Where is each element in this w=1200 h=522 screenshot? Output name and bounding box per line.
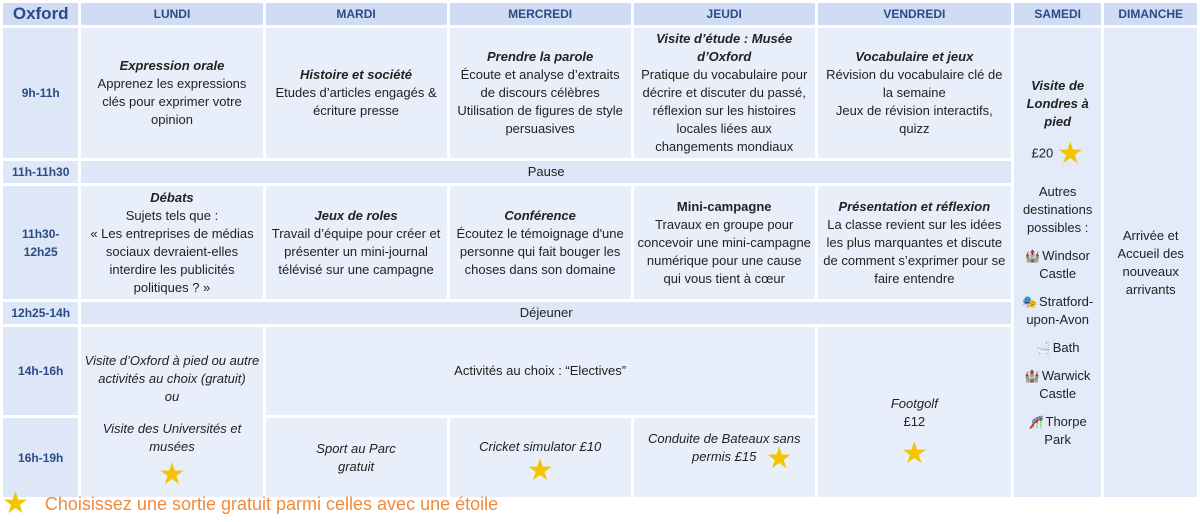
activity-vendredi-afternoon <box>818 327 1011 497</box>
other-destinations-label: Autres destinations possibles : <box>1022 183 1093 235</box>
row-9h-11h <box>3 28 1197 158</box>
activity-title: Présentation et réflexion <box>838 198 991 214</box>
destination-name: Bath <box>1052 339 1080 355</box>
star-icon: ★ <box>900 437 928 470</box>
activity-description: Travaux en groupe pour concevoir une mini-campagne numérique pour une cause qui vous tient à cœur <box>637 216 811 286</box>
legend <box>2 489 498 519</box>
activity-option-2: Visite des Universités et musées <box>102 421 242 454</box>
destination-name: Stratford-upon-Avon <box>1026 293 1094 327</box>
samedi-title: Visite de Londres à pied <box>1026 77 1089 129</box>
activity-title: Histoire et société <box>300 67 413 82</box>
activity-description: Pratique du vocabulaire pour décrire et discuter du passé, réflexion sur les histoires locales liées aux changements mondiaux <box>641 67 808 154</box>
electives-band <box>266 327 815 415</box>
day-header-mercredi: MERCREDI <box>450 3 631 25</box>
roller-coaster-icon: 🎢 <box>1028 414 1044 429</box>
activity-title: Footgolf <box>890 396 938 411</box>
legend-text: Choisissez une sortie gratuit parmi celles avec une étoile <box>44 493 499 514</box>
pause-band: Pause <box>81 161 1010 183</box>
activity-jeudi-morning <box>634 28 815 158</box>
star-icon: ★ <box>2 487 29 520</box>
city-label: Oxford <box>3 3 78 25</box>
activity-description: Travail d’équipe pour créer et présenter un mini-journal télévisé sur une campagne <box>271 225 441 277</box>
activity-description: Écoutez le témoignage d'une personne qui fait bouger les choses dans son domaine <box>456 225 624 277</box>
time-slot: 14h-16h <box>3 327 78 415</box>
activity-description-2: Jeux de révision interactifs, quizz <box>835 103 993 136</box>
activity-description: Révision du vocabulaire clé de la semaine <box>826 67 1003 100</box>
activity-title: Prendre la parole <box>487 49 594 64</box>
destination-windsor <box>1017 247 1099 283</box>
activity-description: Écoute et analyse d’extraits de discours célèbres <box>460 67 620 100</box>
time-slot: 9h-11h <box>3 28 78 158</box>
bathtub-icon: 🛁 <box>1035 340 1051 355</box>
time-slot: 11h-11h30 <box>3 161 78 183</box>
time-slot: 12h25-14h <box>3 302 78 324</box>
activity-mardi-late-morning <box>266 186 447 299</box>
activity-title: Jeux de roles <box>314 207 398 223</box>
dimanche-column <box>1104 28 1197 497</box>
samedi-price: £20 <box>1031 144 1054 160</box>
destination-thorpe-park <box>1017 413 1099 449</box>
star-icon: ★ <box>158 458 186 491</box>
activity-lundi-afternoon <box>81 327 262 497</box>
activity-option-1: Visite d’Oxford à pied ou autre activités au choix (gratuit) <box>84 353 260 386</box>
day-header-jeudi: JEUDI <box>634 3 815 25</box>
activity-title: Mini-campagne <box>676 198 772 214</box>
destination-name: Windsor Castle <box>1039 247 1090 281</box>
samedi-price-line <box>1017 136 1099 170</box>
header-row <box>3 3 1197 25</box>
destination-name: Warwick Castle <box>1039 367 1091 401</box>
activity-label: Cricket simulator £10 <box>479 438 602 454</box>
activity-title: Expression orale <box>119 58 225 73</box>
castle-icon: 🏰 <box>1025 248 1041 263</box>
activity-description: Apprenez les expressions clés pour exprimer votre opinion <box>97 76 247 127</box>
day-header-samedi: SAMEDI <box>1014 3 1102 25</box>
activity-or: ou <box>164 389 180 404</box>
samedi-column <box>1014 28 1102 497</box>
activity-title: Conférence <box>504 207 576 223</box>
time-slot: 16h-19h <box>3 418 78 497</box>
activity-mercredi-late-morning <box>450 186 631 299</box>
theater-masks-icon: 🎭 <box>1022 294 1038 309</box>
activity-mercredi-evening <box>450 418 631 497</box>
activity-label: Conduite de Bateaux sans permis £15 <box>647 431 801 464</box>
day-header-mardi: MARDI <box>266 3 447 25</box>
castle-icon: 🏰 <box>1024 368 1040 383</box>
activity-description: La classe revient sur les idées les plus marquantes et discute de comment s’exprimer pour se faire entendre <box>823 216 1006 286</box>
activity-label: Sport au Parc gratuit <box>316 440 396 474</box>
activity-description: Etudes d’articles engagés & écriture presse <box>275 85 437 118</box>
destination-bath <box>1017 339 1099 357</box>
activity-jeudi-evening <box>634 418 815 497</box>
activity-price: £12 <box>903 414 926 429</box>
activity-mercredi-morning <box>450 28 631 158</box>
activity-lundi-late-morning <box>81 186 262 299</box>
activity-title: Vocabulaire et jeux <box>855 49 974 64</box>
activity-description-2: Utilisation de figures de style persuasives <box>457 103 623 136</box>
activity-vendredi-late-morning <box>818 186 1011 299</box>
activity-jeudi-late-morning <box>634 186 815 299</box>
electives-label: Activités au choix : “Electives” <box>454 363 627 378</box>
star-icon: ★ <box>526 453 554 487</box>
day-header-vendredi: VENDREDI <box>818 3 1011 25</box>
destination-stratford <box>1017 293 1099 329</box>
activity-vendredi-morning <box>818 28 1011 158</box>
destination-warwick <box>1017 367 1099 403</box>
activity-description: Sujets tels que : <box>125 207 219 223</box>
star-icon: ★ <box>765 442 793 475</box>
lunch-band: Déjeuner <box>81 302 1010 324</box>
activity-title: Visite d’étude : Musée d’Oxford <box>656 31 793 64</box>
activity-mardi-evening <box>266 418 447 497</box>
day-header-lundi: LUNDI <box>81 3 262 25</box>
activity-title: Débats <box>150 189 194 205</box>
day-header-dimanche: DIMANCHE <box>1104 3 1197 25</box>
activity-lundi-morning <box>81 28 262 158</box>
activity-mardi-morning <box>266 28 447 158</box>
destination-name: Thorpe Park <box>1044 413 1087 447</box>
star-icon: ★ <box>1056 136 1084 170</box>
dimanche-text: Arrivée et Accueil des nouveaux arrivants <box>1117 227 1184 297</box>
time-slot: 11h30-12h25 <box>3 186 78 299</box>
activity-description-2: « Les entreprises de médias sociaux devraient-elles interdire les publicités politiques ? » <box>90 225 254 295</box>
